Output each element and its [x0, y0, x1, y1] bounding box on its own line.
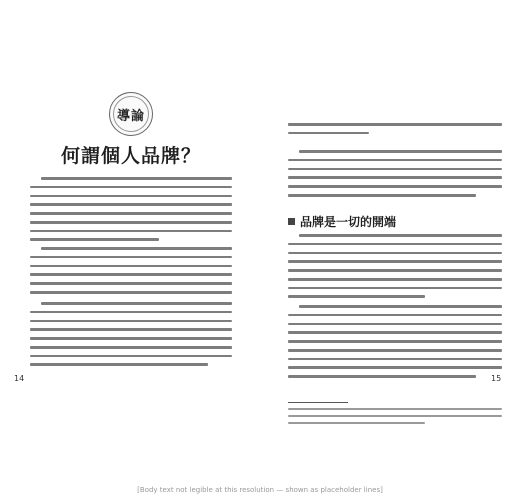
section-heading-text: 品牌是一切的開端 — [300, 215, 397, 229]
footnote-rule — [288, 402, 348, 403]
body-paragraph-1 — [30, 177, 232, 241]
chapter-title: 何謂個人品牌？ — [60, 145, 201, 167]
chapter-badge-text: 導論 — [116, 108, 145, 124]
right-page — [260, 0, 520, 500]
page-number-right: 15 — [491, 374, 502, 383]
body-paragraph-4 — [288, 150, 502, 197]
page-number-left: 14 — [14, 374, 25, 383]
body-paragraph-3 — [30, 302, 232, 366]
body-paragraph-2 — [30, 247, 232, 294]
body-paragraph-continued — [288, 123, 502, 134]
chapter-badge — [109, 92, 153, 136]
body-paragraph-5 — [288, 234, 502, 298]
transcription-notice: [Body text not legible at this resolution — shown as placeholder lines] — [137, 486, 383, 494]
footnote — [288, 408, 502, 424]
section-marker-icon — [288, 218, 295, 225]
section-heading — [288, 213, 396, 230]
body-paragraph-6 — [288, 305, 502, 378]
